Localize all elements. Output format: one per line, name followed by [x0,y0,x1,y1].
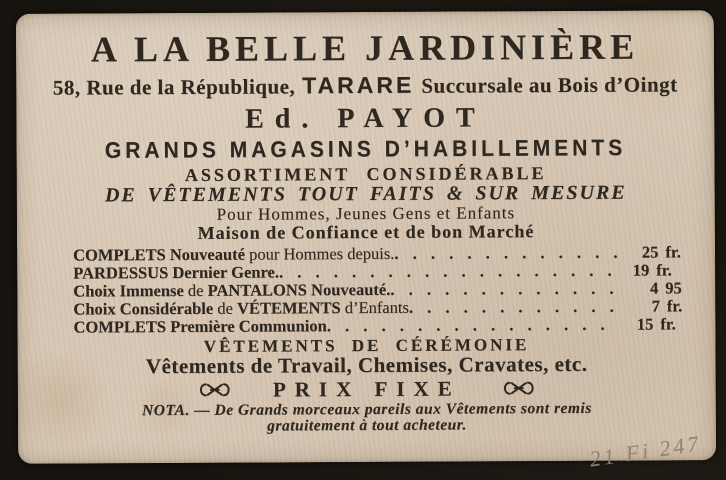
dot-leader [279,262,611,282]
dot-leader [409,298,622,317]
store-title: A LA BELLE JARDINIÈRE [90,26,640,70]
address-branch: Succursale au Bois d’Oingt [421,72,678,98]
price-label-regular2: d’Enfants [340,297,409,318]
card-content [16,10,716,464]
proprietor-name: Ed. PAYOT [244,102,486,135]
price-unit: 95 [665,278,682,298]
price-label-regular: pour Hommes depuis. [244,243,395,264]
price-unit: fr. [665,242,681,262]
price-label-bold: Choix Immense [73,280,184,301]
price-label-bold: Choix Considérable [73,298,214,319]
work-clothes-line: Vêtements de Travail, Chemises, Cravates, etc. [145,351,588,379]
typographic-knot-icon [197,381,233,399]
price-label-bold: COMPLETS Nouveauté [73,244,246,265]
price-value: 19 [632,260,650,280]
store-type-line: GRANDS MAGASINS D’HABILLEMENTS [104,135,627,164]
price-label-bold2: PANTALONS Nouveauté. [207,279,391,300]
trade-card [16,10,716,472]
price-value: 4 [649,278,659,298]
price-label-regular: de [183,280,208,300]
fixed-price-line [18,376,716,402]
garments-line: DE VÊTEMENTS TOUT FAITS & SUR MESURE [104,181,627,207]
dot-leader [327,316,616,336]
nota-line-1: NOTA. — De Grands morceaux pareils aux Vêtements sont remis [141,399,592,420]
price-list [17,243,715,337]
dot-leader [390,280,620,299]
address-street: 58, Rue de la République, [52,74,296,100]
nota-line-2: gratuitement à tout acheteur. [267,416,467,435]
trust-line: Maison de Confiance et de bon Marché [197,221,535,243]
address-city: TARARE [302,71,415,99]
price-value: 7 [651,296,660,316]
archival-ref: 21 Fi 247 [588,430,704,472]
dot-leader [394,244,620,263]
fixed-price-label: PRIX FIXE [272,376,461,402]
price-unit: fr. [660,314,676,334]
assortment-line: ASSORTIMENT CONSIDÉRABLE [184,163,547,185]
price-value: 15 [636,314,654,334]
typographic-knot-icon [501,379,537,397]
price-row-premiere-communion [17,315,715,337]
price-unit: fr. [666,296,683,316]
price-value: 25 [641,242,659,262]
price-unit: fr. [656,260,672,280]
price-label-bold: PARDESSUS Dernier Genre. [73,262,280,283]
price-label-bold2: VÉTEMENTS [236,298,341,318]
price-label-bold: COMPLETS Première Communion [73,316,327,337]
address-line [16,71,714,100]
audience-line: Pour Hommes, Jeunes Gens et Enfants [216,203,516,224]
ceremony-line: VÊTEMENTS DE CÉRÉMONIE [203,335,530,356]
price-label-regular: de [213,298,238,318]
